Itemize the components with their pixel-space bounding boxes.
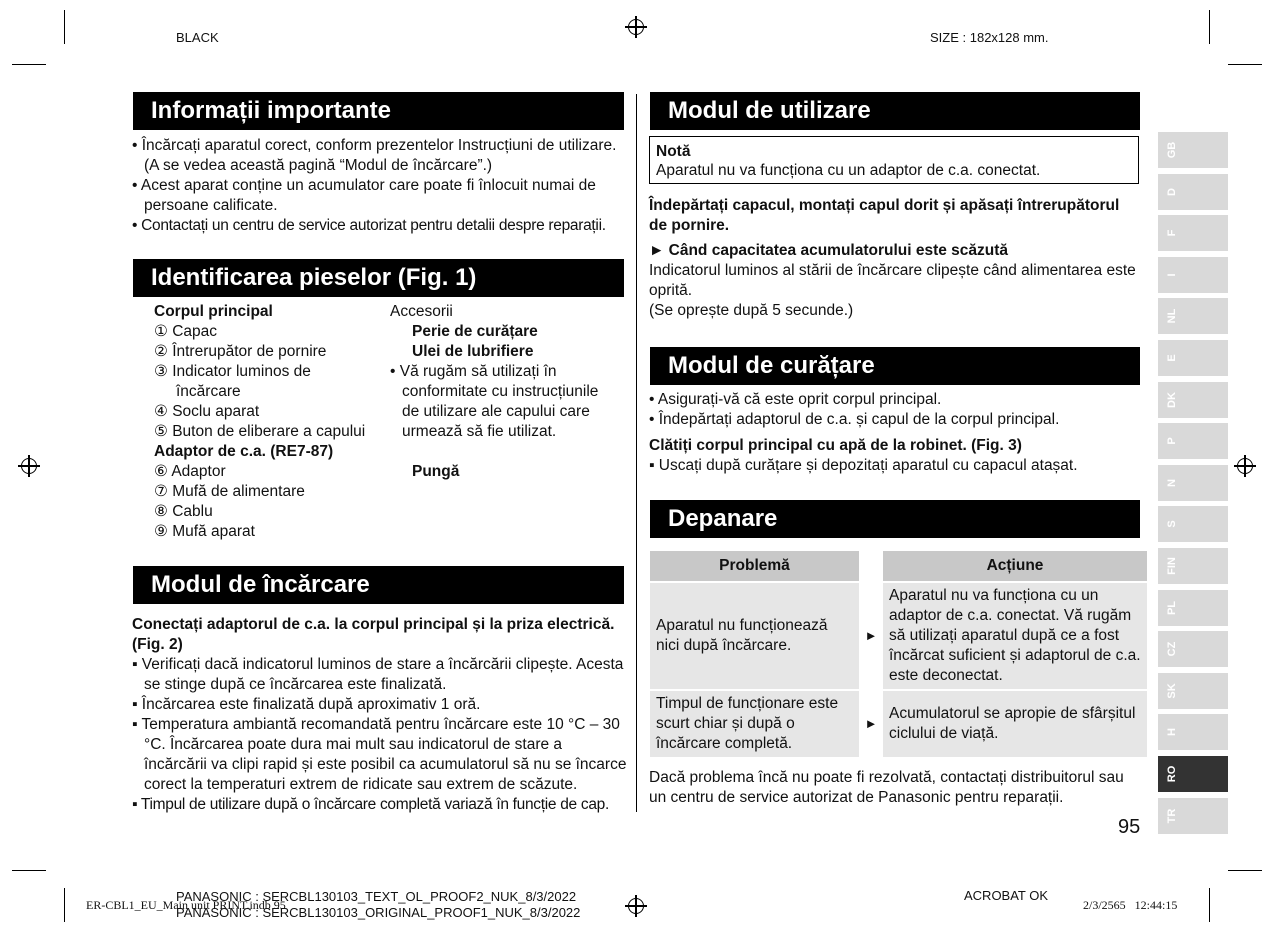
list-item: Perie de curățare [412, 323, 538, 340]
language-tab-sk [1158, 673, 1228, 709]
language-tab-label: FIN [1166, 557, 1178, 575]
table-cell-problem: Aparatul nu funcționează nici după încărcare. [650, 583, 859, 689]
charging-lead: Conectați adaptorul de c.a. la corpul principal și la priza electrică. (Fig. 2) [132, 616, 615, 653]
crop-mark [1209, 10, 1210, 44]
registration-mark-icon [625, 895, 647, 917]
language-tab-label: I [1166, 273, 1178, 277]
language-tab-label: NL [1166, 308, 1178, 324]
language-tab-label: SK [1166, 683, 1178, 699]
note-box [649, 136, 1139, 184]
list-item: ⑦ Mufă de alimentare [154, 483, 305, 500]
language-tab-label: N [1166, 479, 1178, 487]
section-header-charging: Modul de încărcare [133, 566, 624, 604]
list-item: • Asigurați-vă că este oprit corpul principal. [649, 391, 942, 408]
troubleshooting-table [650, 551, 1147, 757]
language-tab-f [1158, 215, 1228, 251]
language-tab-nl [1158, 298, 1228, 334]
parts-subheading: Accesorii [390, 303, 453, 320]
list-item: ▪ Uscați după curățare și depozitați aparatul cu capacul atașat. [649, 457, 1078, 474]
language-tab-label: H [1166, 728, 1178, 736]
language-tab-label: PL [1166, 600, 1178, 616]
list-item: ⑤ Buton de eliberare a capului [154, 423, 366, 440]
list-item: • Acest aparat conține un acumulator care poate fi înlocuit numai de persoane calificate. [132, 177, 596, 214]
list-item: ▪ Încărcarea este finalizată după aproximativ 1 oră. [132, 696, 481, 713]
arrow-icon: ► [864, 716, 878, 731]
note-text: Aparatul nu va funcționa cu un adaptor de c.a. conectat. [656, 162, 1041, 179]
parts-accessories [390, 302, 615, 482]
language-tab-label: F [1166, 229, 1178, 237]
list-item: ▪ Timpul de utilizare după o încărcare completă variază în funcție de cap. [132, 796, 609, 813]
language-tab-tr [1158, 798, 1228, 834]
language-tab-label: DK [1166, 392, 1178, 408]
table-header-action: Acțiune [883, 551, 1147, 581]
crop-mark [1228, 870, 1262, 871]
language-tab-d [1158, 174, 1228, 210]
footer-proof-text: PANASONIC : SERCBL130103_ORIGINAL_PROOF1_NUK_8/3/2022 [176, 905, 581, 920]
arrow-icon: ► [864, 628, 878, 643]
language-tab-label: D [1166, 188, 1178, 196]
language-tab-label: TR [1166, 808, 1178, 824]
language-tab-dk [1158, 382, 1228, 418]
list-item: ⑨ Mufă aparat [154, 523, 255, 540]
crop-mark [12, 870, 46, 871]
table-cell-action: Acumulatorul se apropie de sfârșitul ciclului de viață. [883, 691, 1147, 757]
registration-mark-icon [18, 455, 40, 477]
table-header-problem: Problemă [650, 551, 859, 581]
language-tab-label: P [1166, 437, 1178, 445]
list-item: ▪ Temperatura ambiantă recomandată pentru încărcare este 10 °C – 30 °C. Încărcarea poate dura mai mult sau indicatorul de stare a încărcării va clipi rapid și este posibil ca acumulatorul să nu se încarce corect la temperaturi extrem de ridicate sau extrem de scăzute. [132, 716, 627, 793]
list-item: ⑧ Cablu [154, 503, 213, 520]
language-tab-i [1158, 257, 1228, 293]
crop-mark [64, 10, 65, 44]
crop-mark [12, 64, 46, 65]
usage-body [649, 196, 1141, 321]
list-item: ③ Indicator luminos de [154, 363, 311, 380]
print-color-label: BLACK [176, 30, 219, 45]
cleaning-lead: Clătiți corpul principal cu apă de la robinet. (Fig. 3) [649, 437, 1022, 454]
page-number: 95 [1118, 816, 1141, 838]
language-tab-fin [1158, 548, 1228, 584]
language-tab-pl [1158, 590, 1228, 626]
crop-mark [64, 888, 65, 922]
list-item: încărcare [176, 383, 241, 400]
list-item: ▪ Verificați dacă indicatorul luminos de stare a încărcării clipește. Acesta se stinge după ce încărcarea este finalizată. [132, 656, 624, 693]
note-title: Notă [656, 143, 691, 160]
usage-low-title: ► Când capacitatea acumulatorului este scăzută [649, 242, 1009, 259]
list-item: ② Întrerupător de pornire [154, 343, 327, 360]
list-item: • Încărcați aparatul corect, conform prezentelor Instrucțiuni de utilizare. (A se vedea această pagină “Modul de încărcare”.) [132, 137, 617, 174]
language-tab-h [1158, 714, 1228, 750]
language-tab-label: RO [1166, 765, 1178, 783]
parts-subheading: Adaptor de c.a. (RE7-87) [154, 443, 334, 460]
table-cell-problem: Timpul de funcționare este scurt chiar și după o încărcare completă. [650, 691, 859, 757]
list-item: • Vă rugăm să utilizați în conformitate cu instrucțiunile de utilizare ale capului care urmează să fie utilizat. [390, 363, 599, 440]
section-header-usage: Modul de utilizare [650, 92, 1140, 130]
section-header-trouble: Depanare [650, 500, 1140, 538]
print-size-label: SIZE : 182x128 mm. [930, 30, 1049, 45]
usage-lead: Îndepărtați capacul, montați capul dorit și apăsați întrerupătorul de pornire. [649, 197, 1120, 234]
language-tab-label: E [1166, 354, 1178, 362]
trouble-footer: Dacă problema încă nu poate fi rezolvată, contactați distribuitorul sau un centru de service autorizat de Panasonic pentru reparații. [649, 769, 1124, 806]
language-tab-p [1158, 423, 1228, 459]
parts-list-main [154, 302, 384, 542]
list-item: ⑥ Adaptor [154, 463, 226, 480]
language-tab-ro [1158, 756, 1228, 792]
list-item: Pungă [412, 463, 460, 480]
table-cell-action: Aparatul nu va funcționa cu un adaptor de c.a. conectat. Vă rugăm să utilizați aparatul după ce a fost încărcat suficient și adaptorul de c.a. este deconectat. [883, 583, 1147, 689]
language-tab-label: GB [1166, 141, 1178, 159]
acrobat-ok-label: ACROBAT OK [964, 888, 1049, 903]
language-tab-cz [1158, 631, 1228, 667]
table-row [650, 583, 1147, 689]
column-divider [636, 94, 637, 812]
list-item: ① Capac [154, 323, 218, 340]
section-header-info: Informații importante [133, 92, 624, 130]
language-tab-s [1158, 506, 1228, 542]
crop-mark [1228, 64, 1262, 65]
list-item: ④ Soclu aparat [154, 403, 260, 420]
list-item: • Contactați un centru de service autorizat pentru detalii despre reparații. [132, 217, 606, 234]
language-tab-e [1158, 340, 1228, 376]
language-tab-label: S [1166, 520, 1178, 528]
language-tab-label: CZ [1166, 641, 1178, 657]
charging-body [132, 615, 627, 815]
registration-mark-icon [625, 16, 647, 38]
list-item: • Îndepărtați adaptorul de c.a. și capul de la corpul principal. [649, 411, 1060, 428]
usage-low-text: Indicatorul luminos al stării de încărcare clipește când alimentarea este oprită. [649, 262, 1136, 299]
section-header-cleaning: Modul de curățare [650, 347, 1140, 385]
footer-proof-text: PANASONIC : SERCBL130103_TEXT_OL_PROOF2_NUK_8/3/2022 [176, 889, 577, 904]
language-tab-n [1158, 465, 1228, 501]
usage-low-note: (Se oprește după 5 secunde.) [649, 302, 854, 319]
list-item: Ulei de lubrifiere [412, 343, 534, 360]
registration-mark-icon [1234, 455, 1256, 477]
cleaning-body [649, 390, 1141, 476]
section-header-parts: Identificarea pieselor (Fig. 1) [133, 259, 624, 297]
table-row [650, 691, 1147, 757]
parts-subheading: Corpul principal [154, 303, 273, 320]
crop-mark [1209, 888, 1210, 922]
info-bullets [132, 136, 627, 236]
language-tab-gb [1158, 132, 1228, 168]
footer-file-name: ER-CBL1_EU_Main unit PRINT.indb 95 [86, 898, 286, 912]
footer-timestamp: 2/3/2565 12:44:15 [1083, 898, 1178, 912]
